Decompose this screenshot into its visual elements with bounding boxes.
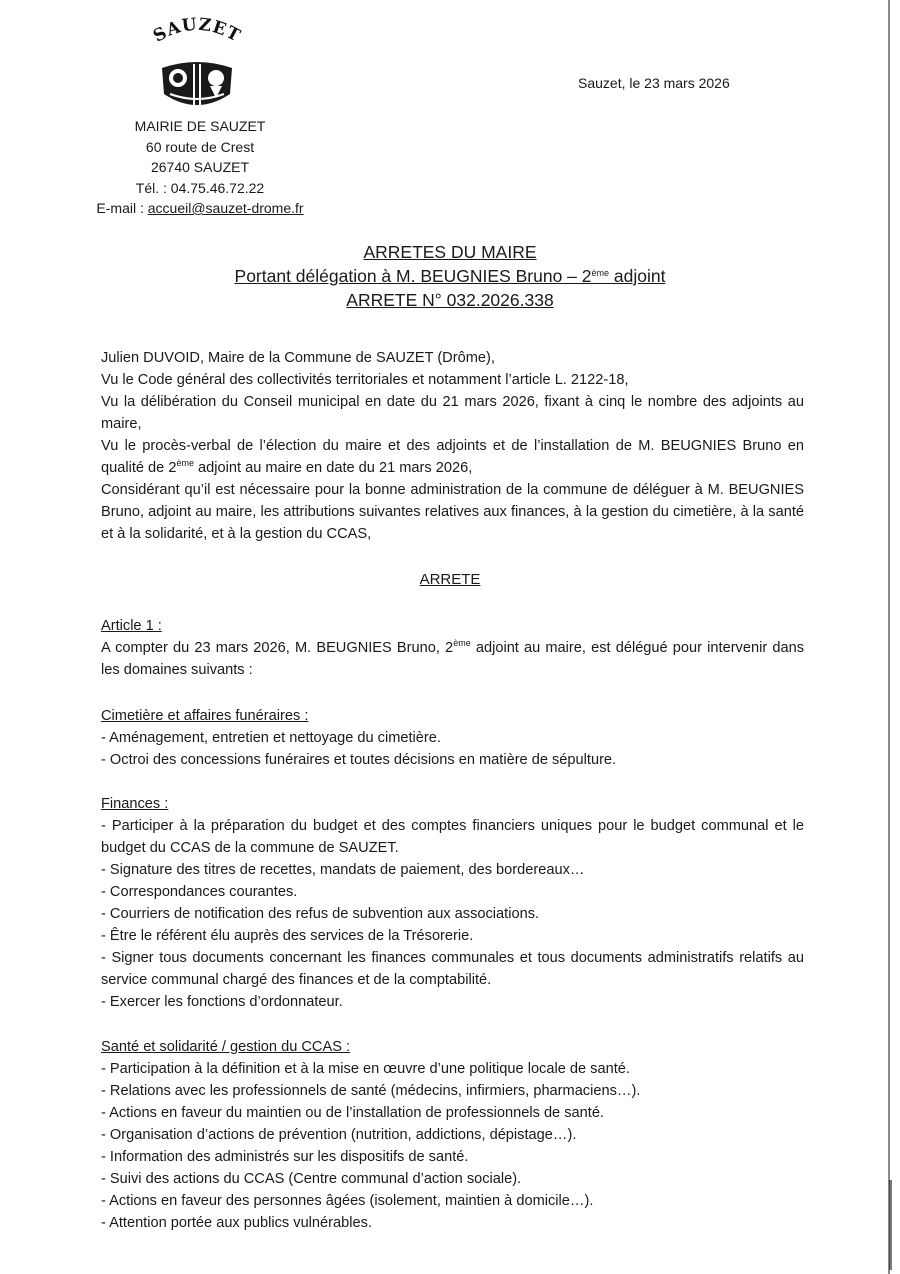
list-item: - Exercer les fonctions d’ordonnateur. xyxy=(101,994,343,1010)
article-1-sup: ème xyxy=(453,638,471,648)
list-item: - Être le référent élu auprès des services de la Trésorerie. xyxy=(101,928,474,944)
list-item: - Signature des titres de recettes, mandats de paiement, des bordereaux… xyxy=(101,862,585,878)
email-label: E-mail : xyxy=(96,200,148,216)
list-item: - Octroi des concessions funéraires et toutes décisions en matière de sépulture. xyxy=(101,752,617,768)
logo-text: SAUZET xyxy=(150,16,244,47)
preamble-pv-text: Vu le procès-verbal de l’élection du maire et des adjoints et de l’installation de M. BEUGNIES Bruno en qualité de 2 xyxy=(101,438,804,476)
article-1-heading: Article 1 : xyxy=(101,618,162,634)
phone-number: Tél. : 04.75.46.72.22 xyxy=(135,179,265,196)
list-item: - Attention portée aux publics vulnérables. xyxy=(101,1215,372,1231)
address-street: 60 route de Crest xyxy=(145,138,255,155)
scan-edge-mark xyxy=(889,1180,892,1270)
section-finances xyxy=(101,793,804,1013)
title-sup: ème xyxy=(591,268,610,278)
document-date: Sauzet, le 23 mars 2026 xyxy=(578,75,730,91)
mairie-address-block xyxy=(80,116,320,219)
arrete-heading: ARRETE xyxy=(419,571,481,588)
list-item: - Participer à la préparation du budget et des comptes financiers uniques pour le budget communal et le budget du CCAS de la commune de SAUZET. xyxy=(101,818,804,856)
section-heading: Cimetière et affaires funéraires : xyxy=(101,708,309,724)
address-city: 26740 SAUZET xyxy=(150,159,250,175)
list-item: - Signer tous documents concernant les finances communales et tous documents administratifs relatifs au service communal chargé des finances et de la comptabilité. xyxy=(101,950,804,988)
section-sante xyxy=(101,1036,804,1234)
article-1-text xyxy=(101,637,804,681)
preamble-code: Vu le Code général des collectivités territoriales et notamment l’article L. 2122-18, xyxy=(101,372,629,388)
list-item: - Actions en faveur du maintien ou de l’installation de professionnels de santé. xyxy=(101,1105,604,1121)
title-arrete-number: ARRETE N° 032.2026.338 xyxy=(346,290,554,310)
email-line xyxy=(80,198,320,219)
preamble-pv xyxy=(101,435,804,479)
preamble xyxy=(101,347,804,545)
article-1-text-end: adjoint au maire, est délégué pour intervenir dans les domaines suivants : xyxy=(101,640,804,678)
commune-logo xyxy=(142,16,252,116)
section-heading: Santé et solidarité / gestion du CCAS : xyxy=(101,1039,351,1055)
list-item: - Suivi des actions du CCAS (Centre communal d’action sociale). xyxy=(101,1171,522,1187)
section-heading: Finances : xyxy=(101,796,169,812)
list-item: - Participation à la définition et à la mise en œuvre d’une politique locale de santé. xyxy=(101,1061,630,1077)
preamble-mayor: Julien DUVOID, Maire de la Commune de SAUZET (Drôme), xyxy=(101,350,495,366)
title-main: ARRETES DU MAIRE xyxy=(363,242,537,262)
preamble-deliberation: Vu la délibération du Conseil municipal en date du 21 mars 2026, fixant à cinq le nombre des adjoints au maire, xyxy=(101,394,804,432)
list-item: - Correspondances courantes. xyxy=(101,884,298,900)
article-1-text-start: A compter du 23 mars 2026, M. BEUGNIES Bruno, 2 xyxy=(101,640,454,656)
preamble-pv-end: adjoint au maire en date du 21 mars 2026, xyxy=(193,460,473,476)
section-cimetiere xyxy=(101,705,804,771)
mairie-name: MAIRIE DE SAUZET xyxy=(134,118,266,134)
preamble-pv-sup: ème xyxy=(176,458,194,468)
list-item: - Information des administrés sur les dispositifs de santé. xyxy=(101,1149,469,1165)
preamble-considerant: Considérant qu’il est nécessaire pour la bonne administration de la commune de déléguer à M. BEUGNIES Bruno, adjoint au maire, les attributions suivantes relatives aux finances, à la gestion du cimetière, à la santé et à la solidarité, et à la gestion du CCAS, xyxy=(101,482,804,542)
list-item: - Organisation d’actions de prévention (nutrition, addictions, dépistage…). xyxy=(101,1127,577,1143)
scan-edge xyxy=(888,0,890,1274)
email-link[interactable]: accueil@sauzet-drome.fr xyxy=(147,200,304,216)
article-1 xyxy=(101,615,804,681)
list-item: - Aménagement, entretien et nettoyage du cimetière. xyxy=(101,730,441,746)
list-item: - Courriers de notification des refus de subvention aux associations. xyxy=(101,906,540,922)
list-item: - Actions en faveur des personnes âgées (isolement, maintien à domicile…). xyxy=(101,1193,594,1209)
list-item: - Relations avec les professionnels de santé (médecins, infirmiers, pharmaciens…). xyxy=(101,1083,641,1099)
svg-text:SAUZET xyxy=(150,16,244,47)
title-delegation xyxy=(0,264,900,288)
title-delegation-text: Portant délégation à M. BEUGNIES Bruno – 2 xyxy=(234,266,592,286)
title-delegation-end: adjoint xyxy=(609,266,666,286)
title-block xyxy=(0,240,900,312)
